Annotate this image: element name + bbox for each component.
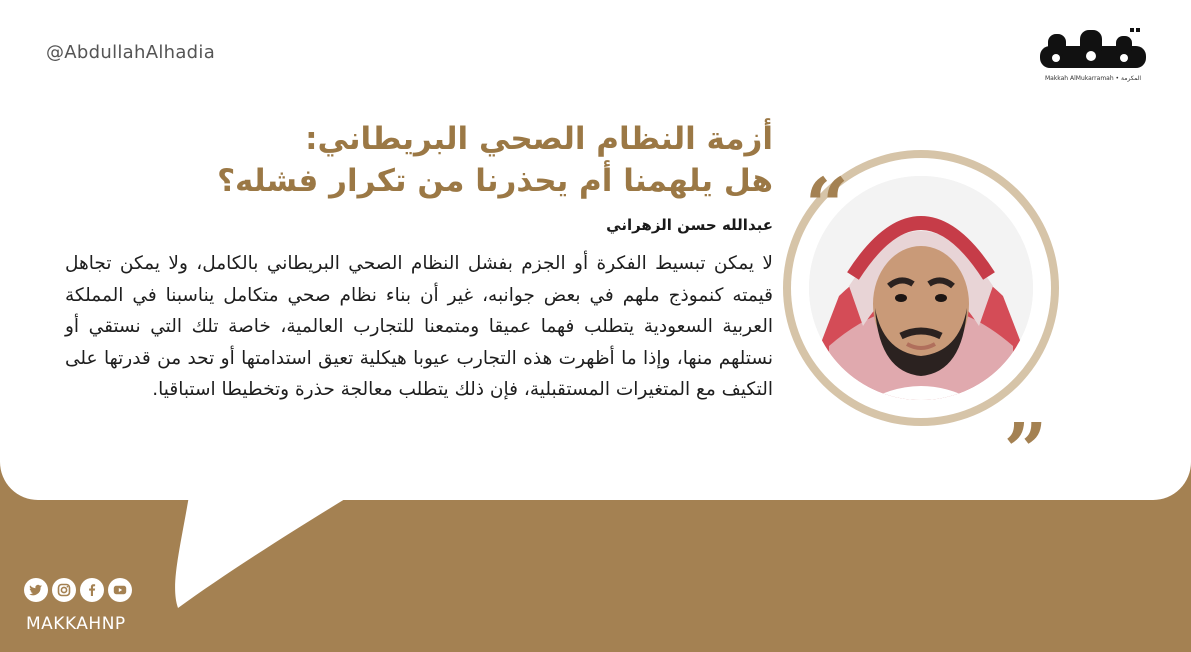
article-title <box>53 118 773 202</box>
quote-open-icon: “ <box>805 161 849 250</box>
social-links <box>24 578 132 602</box>
title-line-2: هل يلهمنا أم يحذرنا من تكرار فشله؟ <box>217 163 773 199</box>
facebook-icon[interactable] <box>80 578 104 602</box>
youtube-icon[interactable] <box>108 578 132 602</box>
brand-handle[interactable]: MAKKAHNP <box>26 614 126 634</box>
author-portrait <box>783 150 1065 452</box>
instagram-icon[interactable] <box>52 578 76 602</box>
speech-bubble-tail <box>170 490 370 610</box>
author-name: عبدالله حسن الزهراني <box>606 216 773 234</box>
article-body: لا يمكن تبسيط الفكرة أو الجزم بفشل النظام الصحي البريطاني بالكامل، ولا يمكن تجاهل قيمته كنموذج ملهم في بعض جوانبه، غير أن بناء نظام صحي متكامل يناسبنا في المملكة العربية السعودية يتطلب فهما عميقا ومتمعنا للتجارب العالمية، خاصة تلك التي نستقي أو نستلهم منها، وإذا ما أظهرت هذه التجارب عيوبا هيكلية تعيق استدامتها أو تحد من قدرتها على التكيف مع المتغيرات المستقبلية، فإن ذلك يتطلب معالجة حذرة وتخطيطا استباقيا. <box>65 253 773 401</box>
logo-subtitle: Makkah AlMukarramah • المكرمة <box>1044 75 1142 82</box>
author-handle[interactable]: @AbdullahAlhadia <box>46 42 216 63</box>
makkah-logo-mark <box>1034 26 1152 74</box>
makkah-logo <box>1034 26 1152 90</box>
title-line-1: أزمة النظام الصحي البريطاني: <box>305 121 773 157</box>
twitter-icon[interactable] <box>24 578 48 602</box>
quote-close-icon: „ <box>1005 363 1049 452</box>
